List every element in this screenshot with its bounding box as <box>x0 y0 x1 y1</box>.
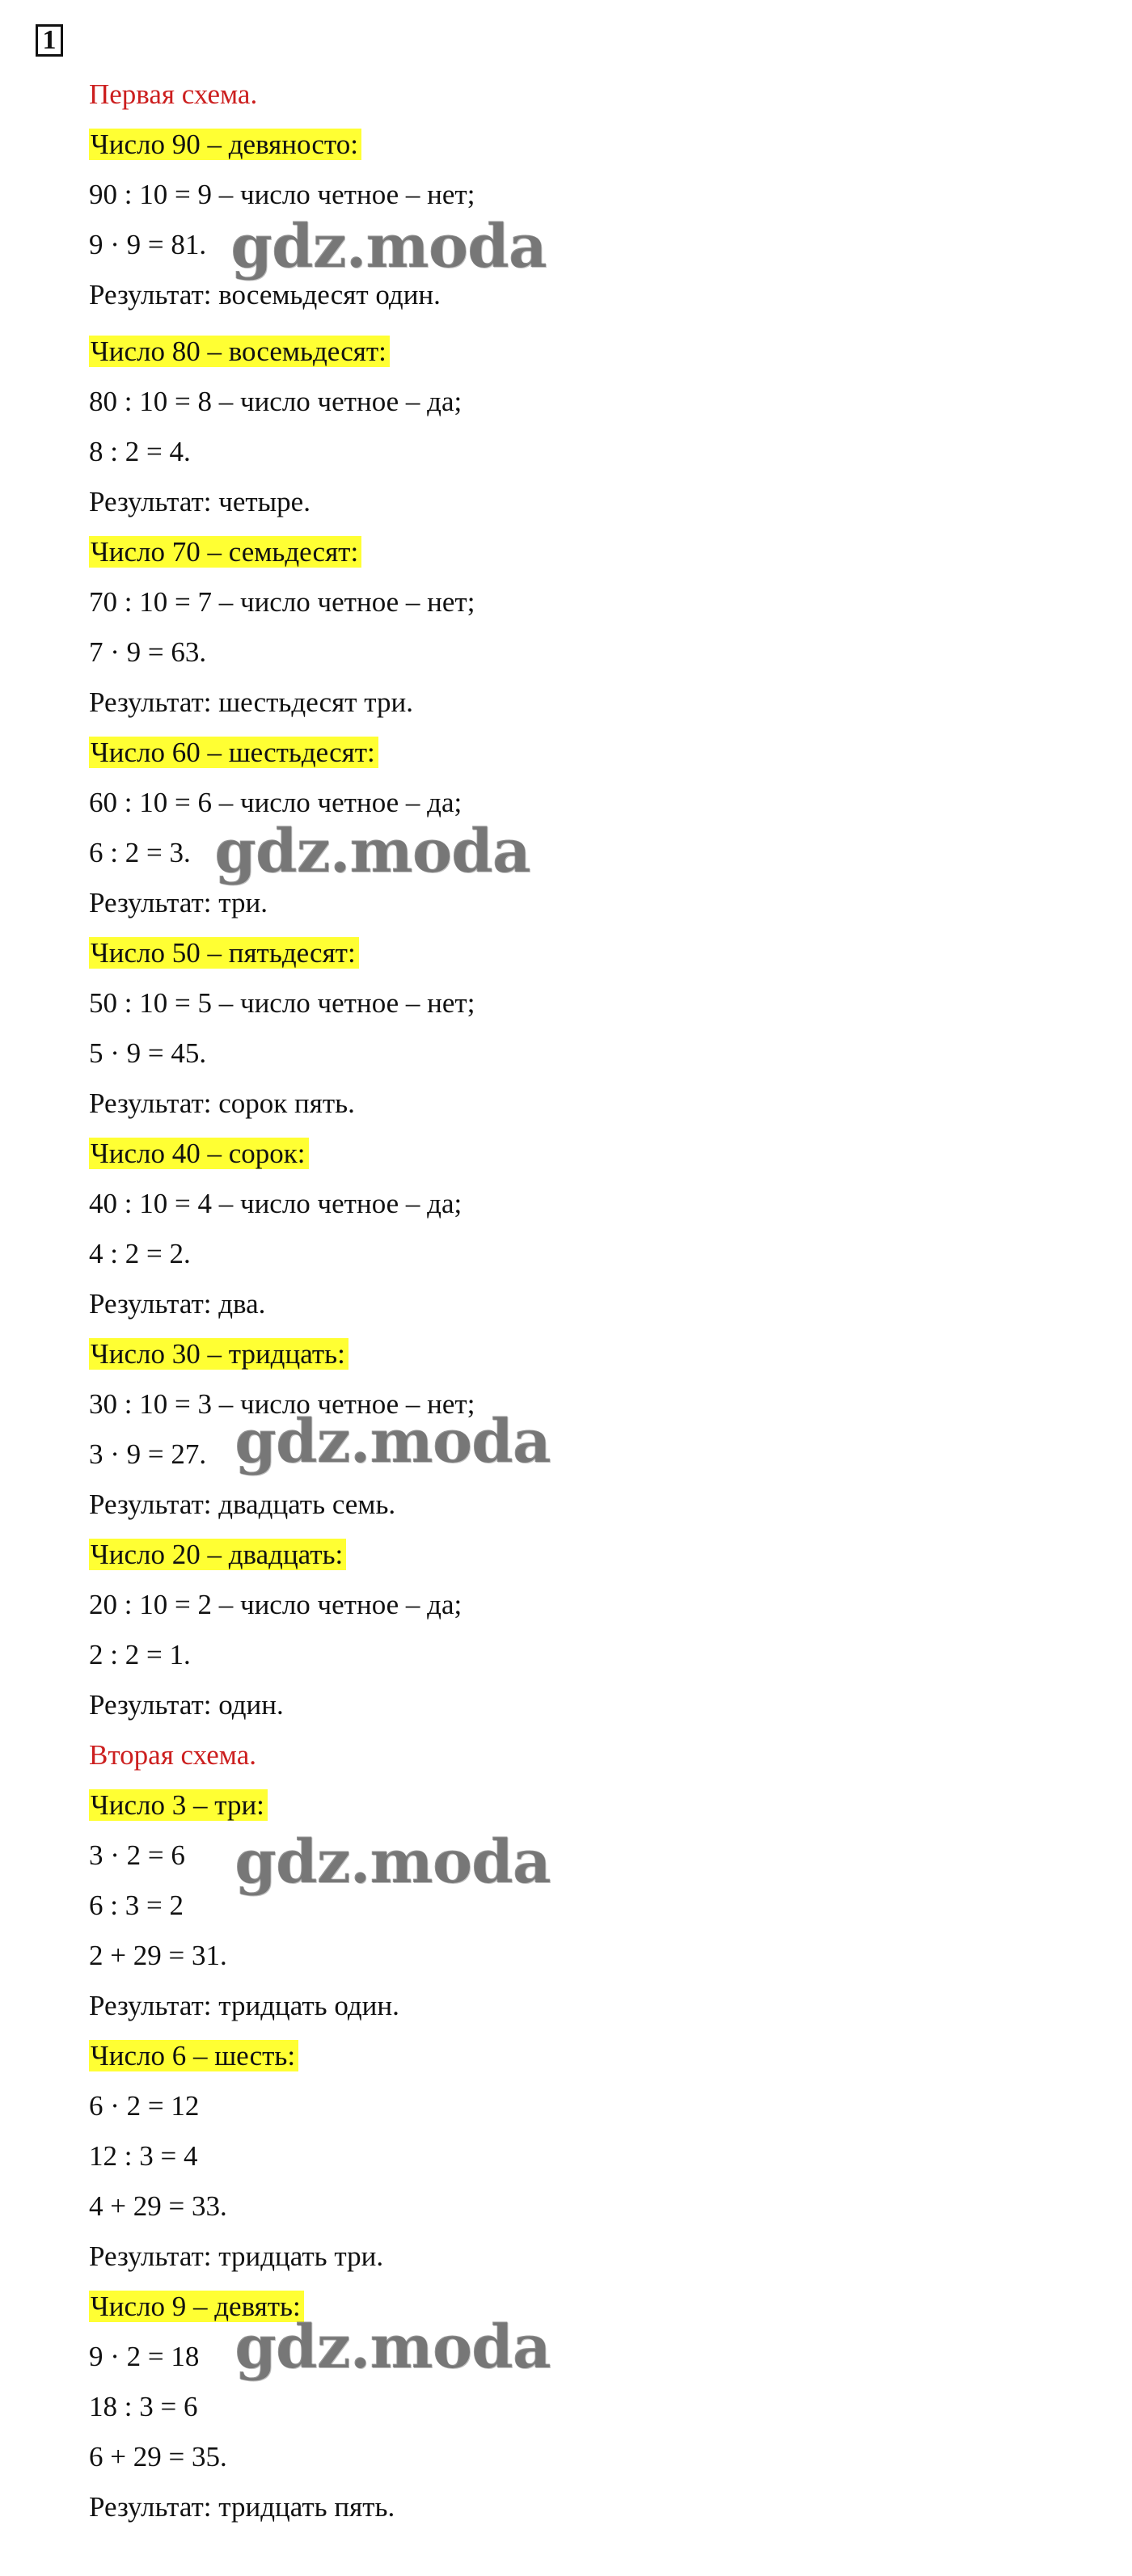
solution-line: 7 · 9 = 63. <box>89 636 207 668</box>
solution-line: 3 · 2 = 6 <box>89 1839 185 1871</box>
heading-highlight: Число 90 – девяносто: <box>89 129 361 160</box>
solution-line: 20 : 10 = 2 – число четное – да; <box>89 1589 463 1620</box>
solution-line: 3 · 9 = 27. <box>89 1438 207 1470</box>
result-line: Результат: тридцать один. <box>89 1990 399 2021</box>
solution-line: 40 : 10 = 4 – число четное – да; <box>89 1188 463 1219</box>
block-heading <box>89 1329 817 1379</box>
block-heading <box>89 527 817 577</box>
solution-line: 70 : 10 = 7 – число четное – нет; <box>89 586 475 618</box>
solution-line: 4 + 29 = 33. <box>89 2190 227 2222</box>
block-heading <box>89 1129 817 1179</box>
watermark: gdz.moda <box>234 2312 551 2382</box>
block-heading <box>89 1530 817 1580</box>
result-line: Результат: шестьдесят три. <box>89 686 413 718</box>
solution-line: 12 : 3 = 4 <box>89 2140 198 2172</box>
result-line: Результат: двадцать семь. <box>89 1489 396 1520</box>
solution-line: 2 : 2 = 1. <box>89 1639 191 1670</box>
result-line: Результат: сорок пять. <box>89 1087 355 1119</box>
solution-line: 9 · 2 = 18 <box>89 2341 200 2372</box>
result-line: Результат: тридцать пять. <box>89 2491 395 2523</box>
solution-line: 9 · 9 = 81. <box>89 229 207 260</box>
content <box>89 70 817 2532</box>
block-heading <box>89 2031 817 2081</box>
solution-line: 6 : 2 = 3. <box>89 837 191 868</box>
solution-line: 2 + 29 = 31. <box>89 1940 227 1971</box>
spacer <box>89 320 817 327</box>
solution-line: 80 : 10 = 8 – число четное – да; <box>89 386 463 417</box>
result-line: Результат: четыре. <box>89 486 310 517</box>
solution-line: 8 : 2 = 4. <box>89 436 191 467</box>
scheme1-title: Первая схема. <box>89 78 258 110</box>
block-heading <box>89 728 817 778</box>
block-heading <box>89 2282 817 2332</box>
heading-highlight: Число 20 – двадцать: <box>89 1539 346 1570</box>
heading-highlight: Число 80 – восемьдесят: <box>89 336 390 367</box>
heading-highlight: Число 6 – шесть: <box>89 2040 298 2071</box>
heading-highlight: Число 9 – девять: <box>89 2291 304 2322</box>
heading-highlight: Число 30 – тридцать: <box>89 1338 348 1370</box>
solution-line: 4 : 2 = 2. <box>89 1238 191 1269</box>
solution-line: 6 + 29 = 35. <box>89 2441 227 2473</box>
exercise-number: 1 <box>36 24 63 57</box>
solution-line: 6 · 2 = 12 <box>89 2090 200 2122</box>
solution-line: 5 · 9 = 45. <box>89 1037 207 1069</box>
heading-highlight: Число 60 – шестьдесят: <box>89 737 378 768</box>
solution-line: 30 : 10 = 3 – число четное – нет; <box>89 1388 475 1420</box>
solution-line: 90 : 10 = 9 – число четное – нет; <box>89 179 475 210</box>
block-heading <box>89 928 817 978</box>
watermark: gdz.moda <box>234 1407 551 1476</box>
heading-highlight: Число 70 – семьдесят: <box>89 536 361 568</box>
solution-line: 18 : 3 = 6 <box>89 2391 198 2422</box>
solution-line: 6 : 3 = 2 <box>89 1890 184 1921</box>
scheme2-title: Вторая схема. <box>89 1739 256 1771</box>
block-heading <box>89 327 817 377</box>
solution-line: 50 : 10 = 5 – число четное – нет; <box>89 987 475 1019</box>
result-line: Результат: тридцать три. <box>89 2240 384 2272</box>
watermark: gdz.moda <box>230 212 547 281</box>
heading-highlight: Число 40 – сорок: <box>89 1138 309 1169</box>
result-line: Результат: два. <box>89 1288 266 1320</box>
block-heading <box>89 120 817 170</box>
solution-line: 60 : 10 = 6 – число четное – да; <box>89 787 463 818</box>
block-heading <box>89 1780 817 1831</box>
watermark: gdz.moda <box>234 1827 551 1897</box>
heading-highlight: Число 50 – пятьдесят: <box>89 937 359 969</box>
heading-highlight: Число 3 – три: <box>89 1789 268 1821</box>
result-line: Результат: три. <box>89 887 268 918</box>
watermark: gdz.moda <box>214 817 530 886</box>
result-line: Результат: восемьдесят один. <box>89 279 441 310</box>
result-line: Результат: один. <box>89 1689 284 1721</box>
